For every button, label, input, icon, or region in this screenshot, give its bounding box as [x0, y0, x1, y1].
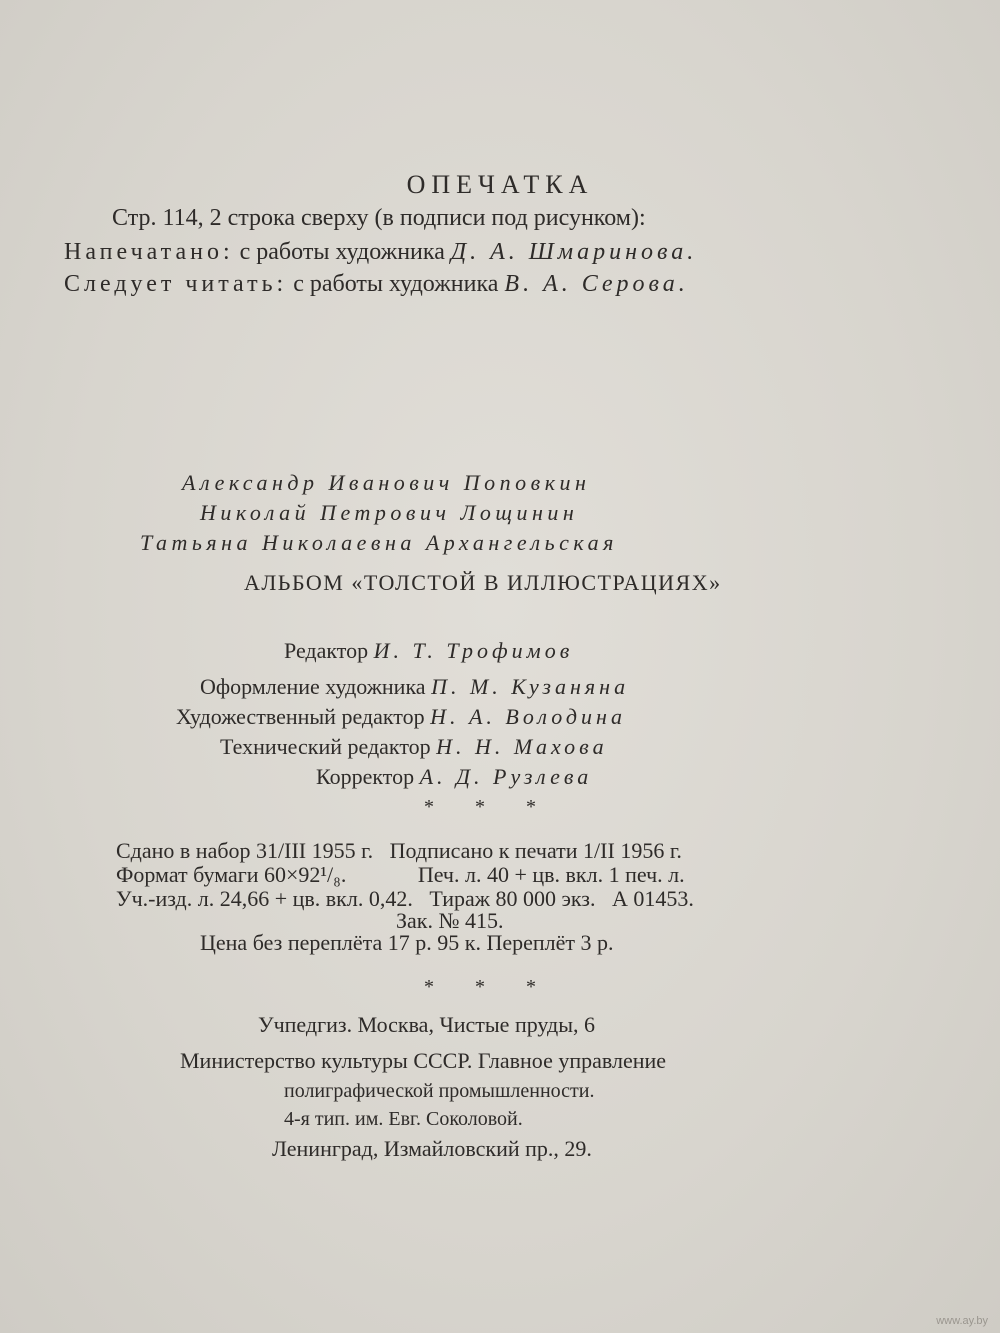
- credit-proofreader-name: А. Д. Рузлева: [419, 764, 593, 789]
- credit-tech-editor-role: Технический редактор: [220, 734, 437, 759]
- errata-line-1: Стр. 114, 2 строка сверху (в подписи под рисунком):: [112, 205, 646, 231]
- errata-printed-text: с работы художника: [233, 239, 451, 265]
- separator-2: * * *: [424, 976, 554, 998]
- imprint-line-4: Зак. № 415.: [396, 908, 504, 933]
- imprint-line-3: Уч.-изд. л. 24,66 + цв. вкл. 0,42. Тираж 80 000 экз. А 01453.: [116, 886, 694, 911]
- credit-design: [200, 674, 629, 700]
- author-3: Татьяна Николаевна Архангельская: [140, 530, 618, 555]
- credit-design-name: П. М. Кузаняна: [431, 674, 630, 699]
- errata-read-text: с работы художника: [287, 271, 505, 297]
- separator-1: * * *: [424, 796, 554, 818]
- publisher-line-4: 4-я тип. им. Евг. Соколовой.: [284, 1108, 523, 1130]
- errata-printed-line: [64, 238, 697, 266]
- credit-art-editor-role: Художественный редактор: [176, 704, 431, 729]
- credit-editor-role: Редактор: [284, 638, 374, 663]
- publisher-line-2: Министерство культуры СССР. Главное управление: [180, 1048, 667, 1073]
- author-1: Александр Иванович Поповкин: [182, 470, 591, 495]
- imprint-line-5: Цена без переплёта 17 р. 95 к. Переплёт 3 р.: [200, 930, 614, 955]
- credit-tech-editor: [220, 734, 608, 760]
- errata-read-line: [64, 270, 689, 298]
- credit-proofreader: [316, 764, 592, 790]
- watermark: www.ay.by: [936, 1315, 988, 1327]
- credit-tech-editor-name: Н. Н. Махова: [436, 734, 608, 759]
- credit-art-editor: [176, 704, 626, 730]
- album-title: АЛЬБОМ «ТОЛСТОЙ В ИЛЛЮСТРАЦИЯХ»: [244, 570, 722, 595]
- publisher-line-5: Ленинград, Измайловский пр., 29.: [272, 1136, 592, 1161]
- credit-art-editor-name: Н. А. Володина: [430, 704, 626, 729]
- errata-printed-label: Напечатано:: [64, 239, 234, 265]
- publisher-line-3: полиграфической промышленности.: [284, 1080, 595, 1102]
- credit-design-role: Оформление художника: [200, 674, 432, 699]
- errata-read-label: Следует читать:: [64, 271, 288, 297]
- credit-editor-name: И. Т. Трофимов: [373, 638, 574, 663]
- errata-printed-name: Д. А. Шмаринова.: [450, 239, 698, 265]
- errata-read-name: В. А. Серова.: [504, 271, 689, 297]
- imprint-line-1: Сдано в набор 31/III 1955 г. Подписано к печати 1/II 1956 г.: [116, 838, 682, 863]
- credit-editor: [284, 638, 573, 664]
- imprint-line-2: Формат бумаги 60×92¹/₈. Печ. л. 40 + цв. вкл. 1 печ. л.: [116, 862, 685, 887]
- credit-proofreader-role: Корректор: [316, 764, 420, 789]
- errata-title: ОПЕЧАТКА: [406, 170, 594, 199]
- author-2: Николай Петрович Лощинин: [200, 500, 579, 525]
- publisher-line-1: Учпедгиз. Москва, Чистые пруды, 6: [258, 1012, 596, 1037]
